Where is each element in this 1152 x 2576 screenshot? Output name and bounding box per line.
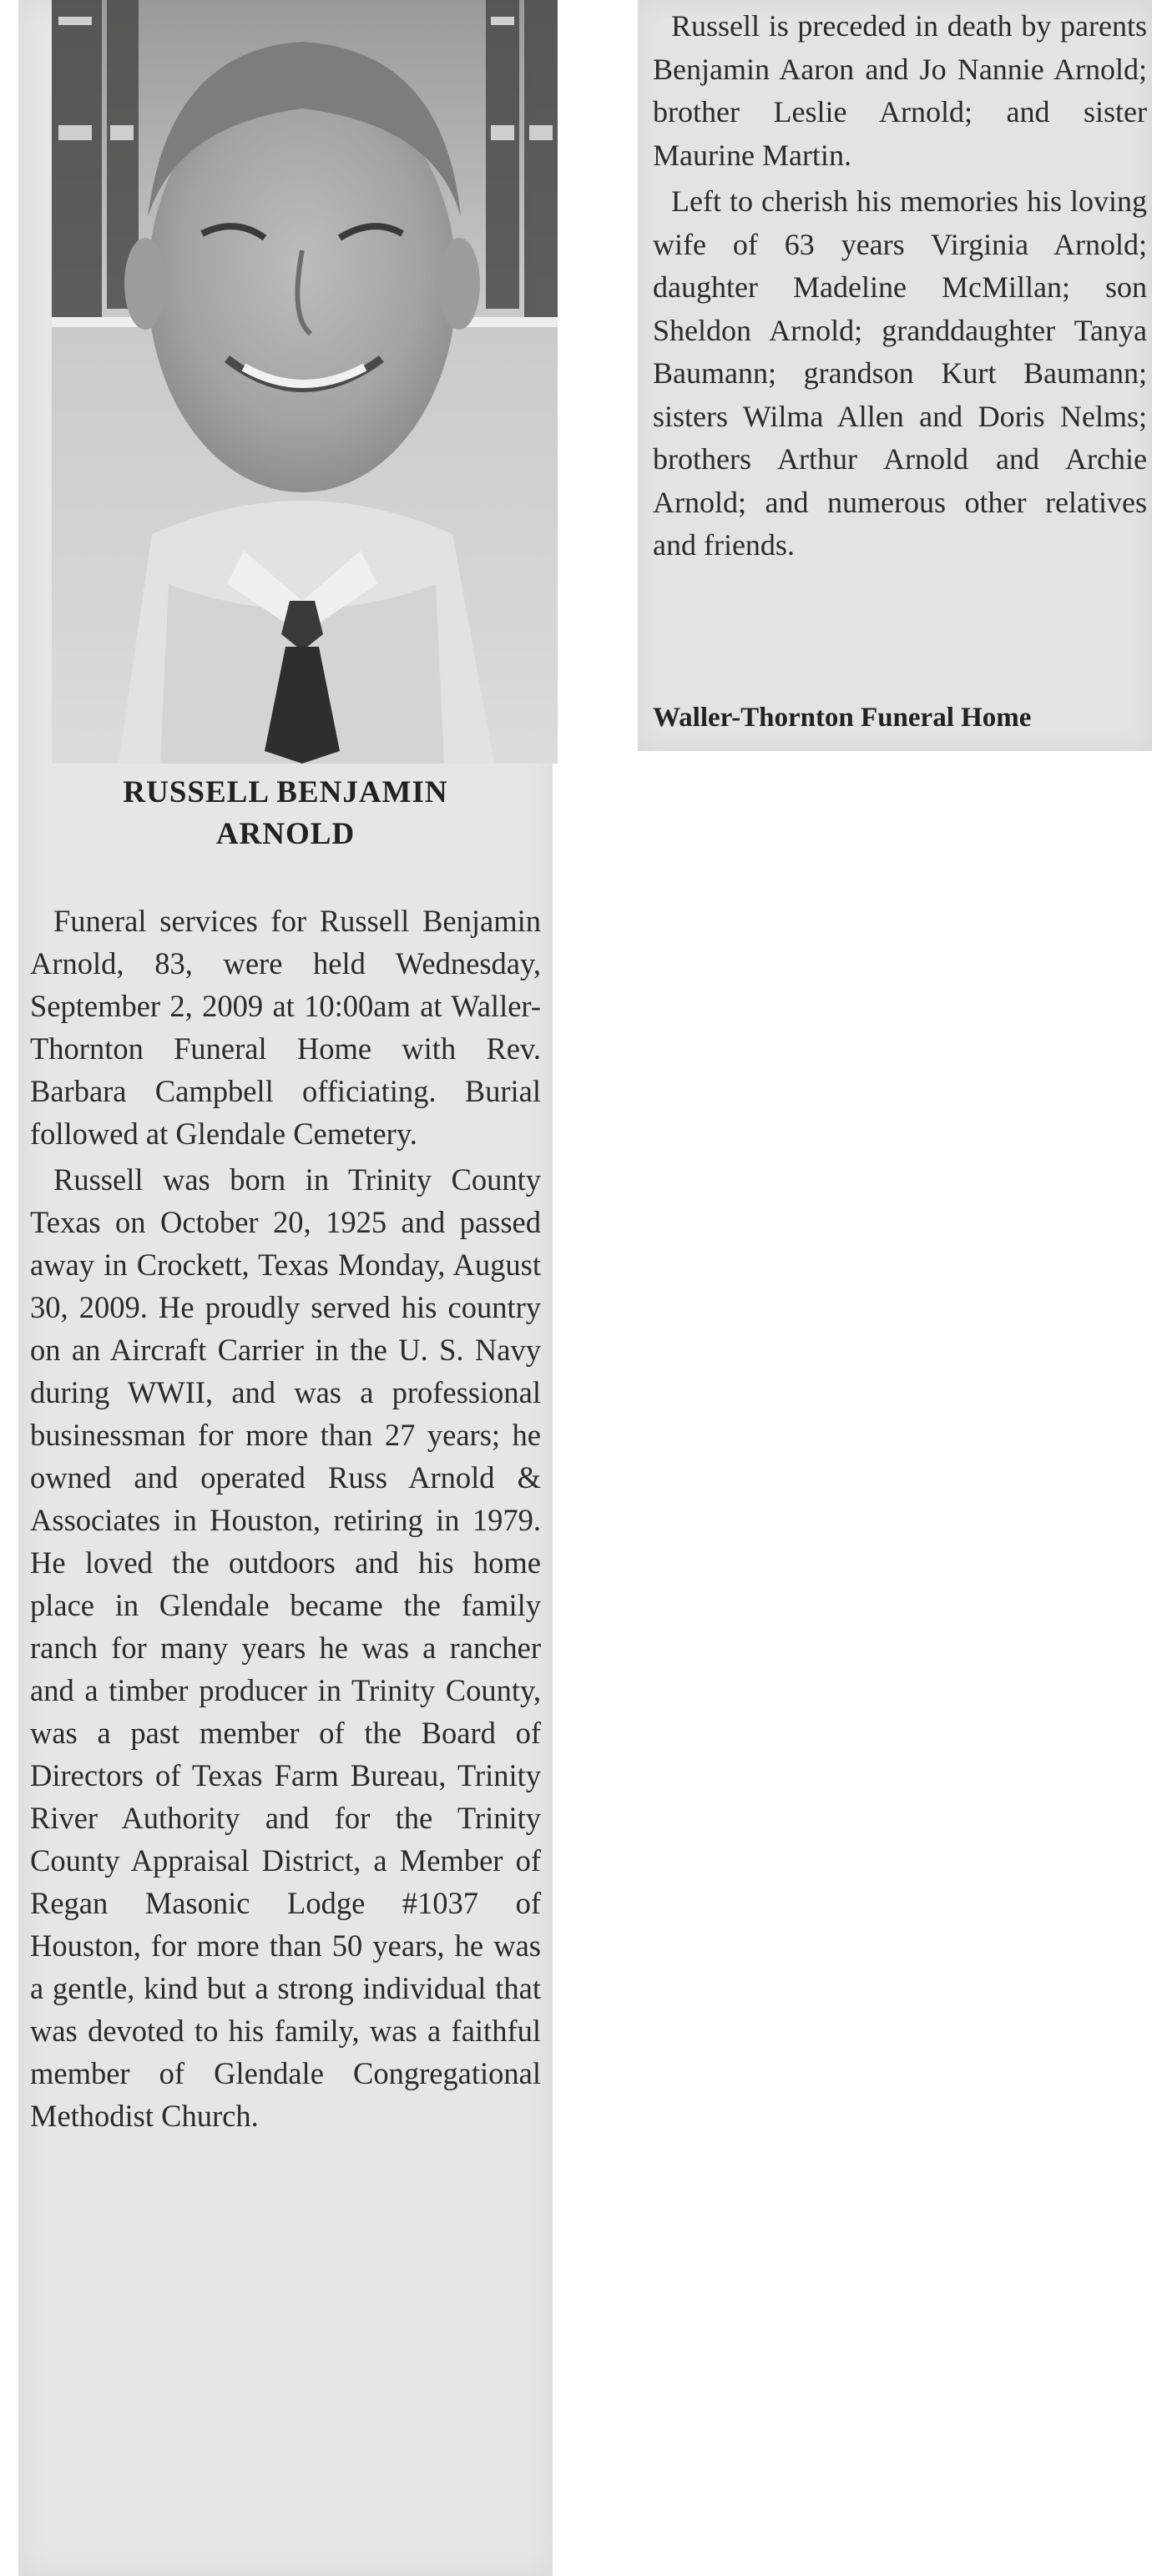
survivors-paragraph: Left to cherish his memories his loving wife of 63 years Virginia Arnold; daughter Madeline McMillan; son Sheldon Arnold; granddaughter Tanya Baumann; grandson Kurt Baumann; sisters Wilma Allen and Doris Nelms; brothers Arthur Arnold and Archie Arnold; and numerous other relatives and friends. xyxy=(653,184,1147,562)
obituary-right-column xyxy=(638,0,1152,751)
preceded-paragraph: Russell is preceded in death by parents Benjamin Aaron and Jo Nannie Arnold; brother Leslie Arnold; and sister Maurine Martin. xyxy=(653,9,1147,172)
survivors-text xyxy=(653,5,1147,567)
biography-paragraph: Russell was born in Trinity County Texas on October 20, 1925 and passed away in Crockett, Texas Monday, August 30, 2009. He proudly served his country on an Aircraft Carrier in the U. S. Navy during WWII, and was a professional businessman for more than 27 years; he owned and operated Russ Arnold & Associates in Houston, retiring in 1979. He loved the outdoors and his home place in Glendale became the family ranch for many years he was a rancher and a timber producer in Trinity County, was a past member of the Board of Directors of Texas Farm Bureau, Trinity River Authority and for the Trinity County Appraisal District, a Member of Regan Masonic Lodge #1037 of Houston, for more than 50 years, he was a gentle, kind but a strong individual that was devoted to his family, was a faithful member of Glendale Congregational Methodist Church. xyxy=(30,1162,541,2133)
portrait-image xyxy=(52,0,558,764)
service-paragraph: Funeral services for Russell Benjamin Arnold, 83, were held Wednesday, September 2, 2009 at 10:00am at Waller-Thornton Funeral Home with Rev. Barbara Campbell officiating. Burial followed at Glendale Cemetery. xyxy=(30,904,541,1151)
funeral-home-credit: Waller-Thornton Funeral Home xyxy=(653,703,1032,733)
name-line-2: ARNOLD xyxy=(215,817,356,851)
name-line-1: RUSSELL BENJAMIN xyxy=(123,775,448,809)
obituary-left-column xyxy=(18,0,553,2576)
deceased-name xyxy=(18,772,553,855)
portrait-photo xyxy=(52,0,558,764)
obituary-body xyxy=(30,900,541,2137)
